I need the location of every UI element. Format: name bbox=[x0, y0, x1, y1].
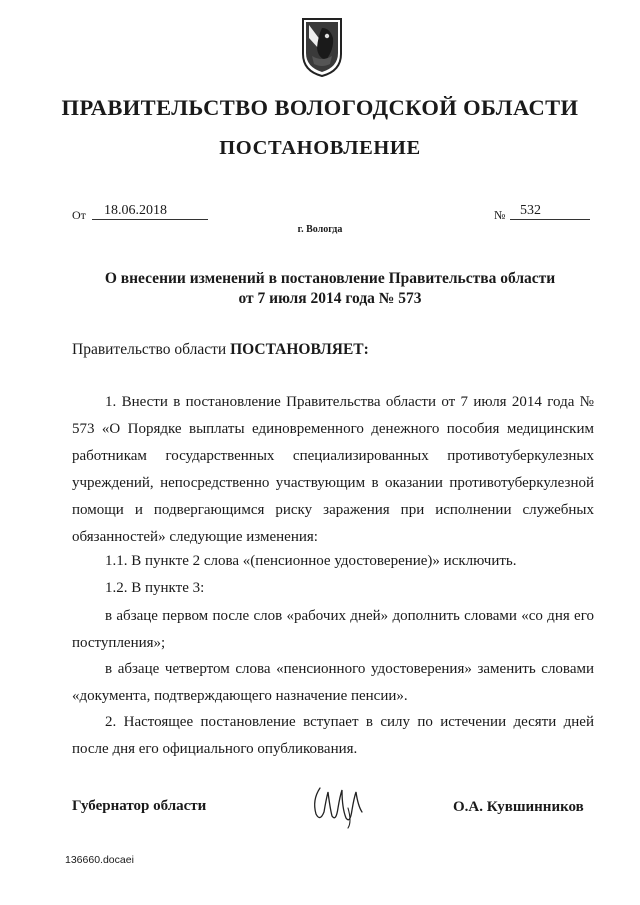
paragraph-1-2: 1.2. В пункте 3: bbox=[105, 580, 205, 596]
signatory-name: О.А. Кувшинников bbox=[453, 799, 584, 815]
preamble-emphasis: ПОСТАНОВЛЯЕТ: bbox=[230, 341, 369, 358]
file-reference: 136660.docaei bbox=[65, 854, 134, 866]
document-type-title: ПОСТАНОВЛЕНИЕ bbox=[219, 137, 421, 159]
number-underline bbox=[510, 219, 590, 220]
date-prefix: От bbox=[72, 208, 86, 222]
coat-of-arms-emblem bbox=[300, 16, 344, 78]
signatory-title: Губернатор области bbox=[72, 798, 207, 814]
organization-title: ПРАВИТЕЛЬСТВО ВОЛОГОДСКОЙ ОБЛАСТИ bbox=[61, 95, 579, 120]
preamble bbox=[72, 341, 369, 359]
city-label: г. Вологда bbox=[297, 224, 343, 235]
date-underline bbox=[92, 219, 208, 220]
handwritten-signature bbox=[308, 778, 368, 830]
subject-line-2: от 7 июля 2014 года № 573 bbox=[238, 290, 422, 307]
paragraph-1-2-a: в абзаце первом после слов «рабочих дней» дополнить словами «со дня его поступления»; bbox=[72, 608, 594, 651]
number-prefix: № bbox=[494, 208, 506, 222]
paragraph-1: 1. Внести в постановление Правительства области от 7 июля 2014 года № 573 «О Порядке выплаты единовременного денежного пособия медицинским работникам государственных специализированных противотуберкулезных учреждений, непосредственно участвующим в оказании противотуберкулезной помощи и подвергающимся риску заражения при исполнении служебных обязанностей» следующие изменения: bbox=[72, 394, 594, 545]
paragraph-1-2-b: в абзаце четвертом слова «пенсионного удостоверения» заменить словами «документа, подтверждающего назначение пенсии». bbox=[72, 661, 594, 704]
document-date: 18.06.2018 bbox=[104, 203, 167, 218]
document-number: 532 bbox=[520, 203, 541, 218]
subject-line-1: О внесении изменений в постановление Правительства области bbox=[104, 270, 556, 287]
preamble-text: Правительство области bbox=[72, 341, 231, 358]
paragraph-2: 2. Настоящее постановление вступает в силу по истечении десяти дней после дня его официального опубликования. bbox=[72, 714, 594, 757]
paragraph-1-1: 1.1. В пункте 2 слова «(пенсионное удостоверение)» исключить. bbox=[105, 553, 517, 569]
document-subject bbox=[60, 269, 600, 309]
